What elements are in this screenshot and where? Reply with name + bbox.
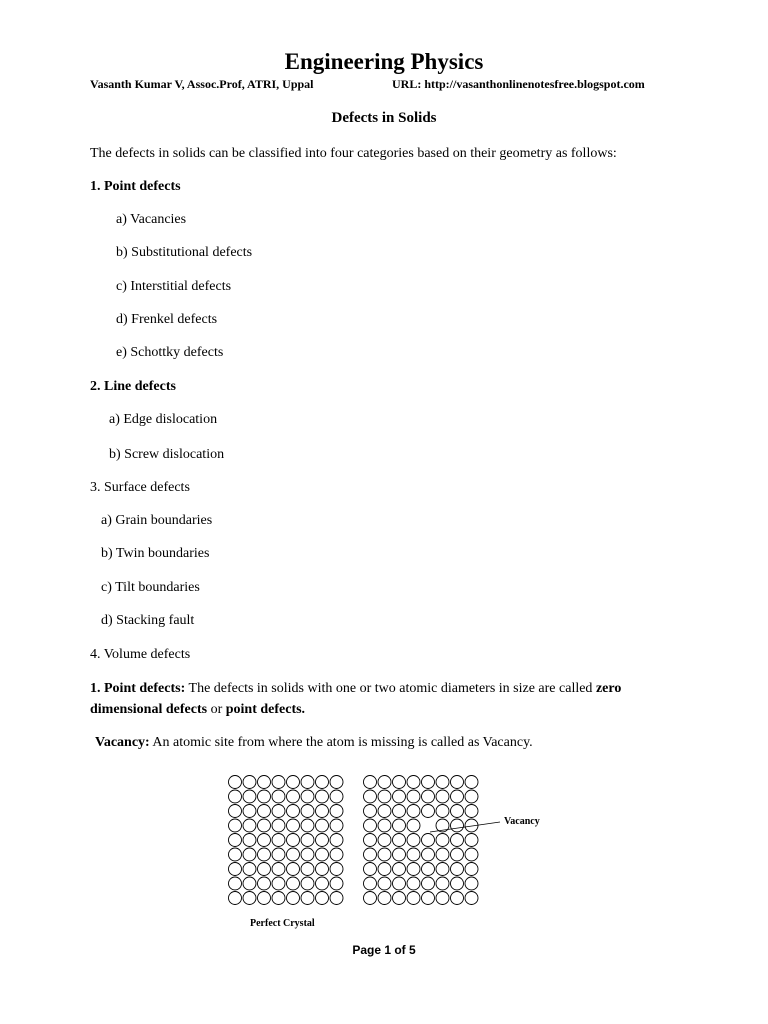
atom [229, 805, 242, 818]
vacancy-lead: Vacancy: [95, 735, 150, 750]
atom [258, 848, 271, 861]
atom [229, 863, 242, 876]
perfect-crystal-label: Perfect Crystal [250, 918, 315, 929]
definition-term: dimensional defects [90, 702, 208, 717]
atom [287, 834, 300, 847]
atom [451, 877, 464, 890]
atom [465, 805, 478, 818]
vacancy-definition [95, 734, 533, 752]
atom [330, 892, 343, 905]
atom [287, 877, 300, 890]
atom [287, 776, 300, 789]
atom [465, 877, 478, 890]
atom [378, 790, 391, 803]
atom [330, 848, 343, 861]
atom [378, 819, 391, 832]
atom [422, 790, 435, 803]
atom [243, 819, 256, 832]
atom [407, 877, 420, 890]
atom [272, 819, 285, 832]
atom [229, 834, 242, 847]
atom [243, 790, 256, 803]
definition-term: zero [595, 681, 622, 696]
atom [364, 790, 377, 803]
atom [301, 819, 314, 832]
atom [258, 790, 271, 803]
atom [364, 819, 377, 832]
atom [407, 819, 420, 832]
atom [301, 790, 314, 803]
atom [229, 819, 242, 832]
surface-defects-heading: 3. Surface defects [90, 480, 190, 495]
atom [301, 776, 314, 789]
atom [258, 877, 271, 890]
vacancy-text: An atomic site from where the atom is missing is called as Vacancy. [149, 735, 533, 750]
atom [436, 790, 449, 803]
atom [436, 834, 449, 847]
atom [287, 863, 300, 876]
atom [272, 776, 285, 789]
line-defects-heading: 2. Line defects [90, 379, 176, 394]
atom [436, 776, 449, 789]
atom [364, 877, 377, 890]
atom [301, 834, 314, 847]
atom [272, 863, 285, 876]
atom [393, 776, 406, 789]
atom [436, 892, 449, 905]
atom [316, 776, 329, 789]
atom [364, 892, 377, 905]
atom [316, 834, 329, 847]
atom [465, 776, 478, 789]
atom [422, 892, 435, 905]
point-defect-item: c) Interstitial defects [116, 279, 232, 294]
atom [258, 805, 271, 818]
atom [393, 848, 406, 861]
point-defect-item: b) Substitutional defects [116, 245, 253, 260]
definition-text: or [207, 702, 226, 717]
atom [393, 892, 406, 905]
atom [272, 848, 285, 861]
volume-defects-heading: 4. Volume defects [90, 647, 191, 662]
atom [316, 790, 329, 803]
atom [272, 877, 285, 890]
point-defects-definition [90, 680, 621, 698]
atom [422, 805, 435, 818]
definition-term: point defects. [225, 702, 306, 717]
atom [451, 892, 464, 905]
atom [258, 819, 271, 832]
atom [258, 892, 271, 905]
atom [407, 790, 420, 803]
atom [364, 805, 377, 818]
atom [393, 790, 406, 803]
atom [364, 834, 377, 847]
atom [451, 790, 464, 803]
atom [451, 863, 464, 876]
atom [407, 863, 420, 876]
atom [301, 863, 314, 876]
atom [287, 790, 300, 803]
atom [407, 834, 420, 847]
perfect-crystal-lattice [229, 776, 344, 905]
atom [465, 892, 478, 905]
atom [316, 819, 329, 832]
line-defect-item: b) Screw dislocation [109, 447, 225, 462]
atom [287, 848, 300, 861]
atom [229, 892, 242, 905]
atom [243, 776, 256, 789]
atom [330, 877, 343, 890]
surface-defect-item: a) Grain boundaries [101, 513, 213, 528]
atom [422, 848, 435, 861]
point-defects-lead: 1. Point defects: [90, 681, 186, 696]
atom [258, 863, 271, 876]
atom [378, 892, 391, 905]
atom [301, 877, 314, 890]
atom [407, 805, 420, 818]
atom [364, 776, 377, 789]
atom [316, 877, 329, 890]
blog-url[interactable]: URL: http://vasanthonlinenotesfree.blogspot.com [392, 77, 645, 91]
atom [378, 776, 391, 789]
atom [316, 892, 329, 905]
page-number: Page 1 of 5 [352, 943, 416, 957]
atom [465, 790, 478, 803]
atom [465, 863, 478, 876]
vacancy-label: Vacancy [504, 816, 540, 827]
atom [258, 834, 271, 847]
point-defects-definition-cont [90, 701, 305, 719]
point-defects-heading: 1. Point defects [90, 179, 181, 194]
atom [436, 863, 449, 876]
atom [422, 834, 435, 847]
atom [229, 790, 242, 803]
atom [451, 805, 464, 818]
atom [378, 863, 391, 876]
line-defect-item: a) Edge dislocation [109, 412, 218, 427]
atom [229, 776, 242, 789]
intro-paragraph: The defects in solids can be classified into four categories based on their geometry as follows: [90, 146, 617, 161]
atom [422, 877, 435, 890]
atom [422, 776, 435, 789]
atom [465, 834, 478, 847]
vacancy-crystal-lattice [364, 776, 479, 905]
atom [243, 805, 256, 818]
atom [229, 877, 242, 890]
definition-text: The defects in solids with one or two atomic diameters in size are called [185, 681, 596, 696]
atom [393, 805, 406, 818]
section-title: Defects in Solids [331, 110, 437, 126]
point-defect-item: e) Schottky defects [116, 345, 224, 360]
atom [393, 819, 406, 832]
atom [243, 892, 256, 905]
atom [316, 863, 329, 876]
atom [451, 834, 464, 847]
atom [436, 805, 449, 818]
atom [451, 819, 464, 832]
atom [330, 819, 343, 832]
atom [287, 892, 300, 905]
atom [393, 834, 406, 847]
atom [330, 834, 343, 847]
atom [301, 805, 314, 818]
atom [272, 790, 285, 803]
document-title: Engineering Physics [284, 49, 484, 74]
atom [465, 848, 478, 861]
atom [436, 848, 449, 861]
atom [407, 848, 420, 861]
atom [272, 892, 285, 905]
surface-defect-item: b) Twin boundaries [101, 546, 210, 561]
atom [330, 790, 343, 803]
atom [287, 819, 300, 832]
atom [301, 892, 314, 905]
atom [330, 776, 343, 789]
atom [436, 877, 449, 890]
point-defect-item: d) Frenkel defects [116, 312, 218, 327]
atom [393, 863, 406, 876]
atom [316, 848, 329, 861]
atom [407, 892, 420, 905]
atom [451, 776, 464, 789]
atom [330, 863, 343, 876]
atom [243, 848, 256, 861]
atom [258, 776, 271, 789]
point-defect-item: a) Vacancies [116, 212, 187, 227]
atom [330, 805, 343, 818]
atom [407, 776, 420, 789]
atom [364, 863, 377, 876]
atom [229, 848, 242, 861]
atom [243, 877, 256, 890]
crystal-lattice-figure [200, 770, 560, 930]
author-line: Vasanth Kumar V, Assoc.Prof, ATRI, Uppal [90, 77, 314, 91]
atom [378, 848, 391, 861]
atom [272, 834, 285, 847]
surface-defect-item: c) Tilt boundaries [101, 580, 200, 595]
atom [378, 877, 391, 890]
atom [422, 863, 435, 876]
atom [378, 805, 391, 818]
atom [287, 805, 300, 818]
atom [272, 805, 285, 818]
atom [378, 834, 391, 847]
atom [301, 848, 314, 861]
atom [243, 863, 256, 876]
atom [243, 834, 256, 847]
atom [393, 877, 406, 890]
surface-defect-item: d) Stacking fault [101, 613, 195, 628]
atom [451, 848, 464, 861]
atom [316, 805, 329, 818]
atom [364, 848, 377, 861]
